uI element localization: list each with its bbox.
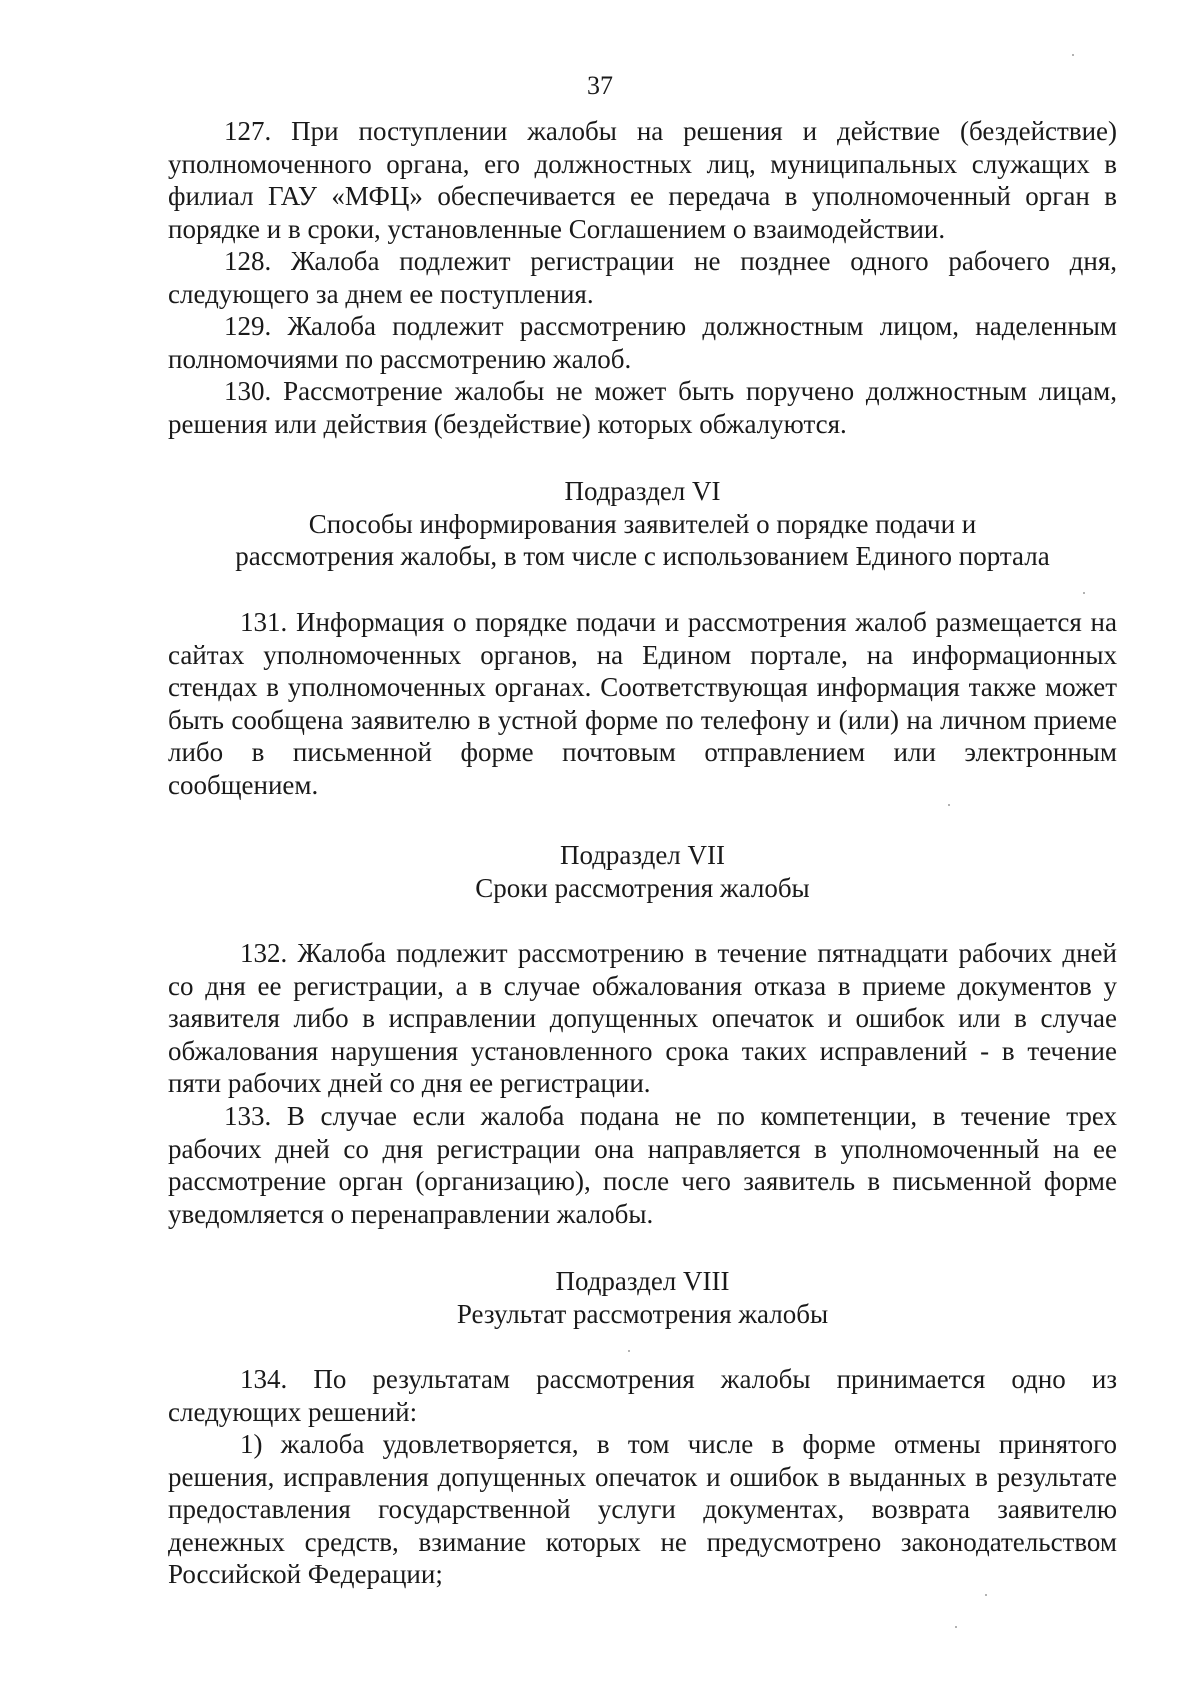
paragraph-134-item-1: 1) жалоба удовлетворяется, в том числе в форме отмены принятого решения, исправления допущенных опечаток и ошибок в выданных в результате предоставления государственной услуги документах, возврата заявителю денежных средств, взимание которых не предусмотрено законодательством Российской Федерации;: [168, 1429, 1117, 1590]
paragraph-134: 134. По результатам рассмотрения жалобы принимается одно из следующих решений:: [168, 1364, 1117, 1427]
scan-speck: [1072, 54, 1074, 56]
section-6-heading: [168, 475, 1117, 573]
paragraph-128: 128. Жалоба подлежит регистрации не позднее одного рабочего дня, следующего за днем ее поступления.: [168, 246, 1117, 309]
paragraph-127: 127. При поступлении жалобы на решения и действие (бездействие) уполномоченного органа, его должностных лиц, муниципальных служащих в филиал ГАУ «МФЦ» обеспечивается ее передача в уполномоченный орган в порядке и в сроки, установленные Соглашением о взаимодействии.: [168, 116, 1117, 244]
scan-speck: [955, 1626, 957, 1628]
paragraph-132: 132. Жалоба подлежит рассмотрению в течение пятнадцати рабочих дней со дня ее регистрации, а в случае обжалования отказа в приеме документов у заявителя либо в исправлении допущенных опечаток и ошибок или в случае обжалования нарушения установленного срока таких исправлений - в течение пяти рабочих дней со дня ее регистрации.: [168, 938, 1117, 1099]
scan-speck: [985, 1594, 987, 1596]
page-number: 37: [587, 71, 613, 100]
scan-speck: [948, 804, 950, 806]
section-7-title: Подраздел VII: [559, 840, 726, 870]
section-7-heading: [168, 839, 1117, 904]
paragraph-131: 131. Информация о порядке подачи и рассмотрения жалоб размещается на сайтах уполномоченных органов, на Едином портале, на информационных стендах в уполномоченных органах. Соответствующая информация также может быть сообщена заявителю в устной форме по телефону и (или) на личном приеме либо в письменной форме почтовым отправлением или электронным сообщением.: [168, 607, 1117, 800]
scan-speck: [1083, 592, 1085, 594]
section-8-heading: [168, 1265, 1117, 1330]
scan-speck: [628, 1350, 630, 1352]
section-7-subtitle: Сроки рассмотрения жалобы: [475, 872, 810, 903]
section-6-subtitle-line-2: рассмотрения жалобы, в том числе с использованием Единого портала: [235, 541, 1050, 572]
section-6-subtitle-line-1: Способы информирования заявителей о порядке подачи и: [308, 508, 977, 539]
section-6-title: Подраздел VI: [564, 476, 721, 506]
section-8-title: Подраздел VIII: [555, 1266, 730, 1296]
section-8-subtitle: Результат рассмотрения жалобы: [456, 1298, 829, 1329]
paragraph-133: 133. В случае если жалоба подана не по компетенции, в течение трех рабочих дней со дня регистрации она направляется в уполномоченный на ее рассмотрение орган (организацию), после чего заявитель в письменной форме уведомляется о перенаправлении жалобы.: [168, 1101, 1117, 1229]
paragraph-129: 129. Жалоба подлежит рассмотрению должностным лицом, наделенным полномочиями по рассмотрению жалоб.: [168, 311, 1117, 374]
paragraph-130: 130. Рассмотрение жалобы не может быть поручено должностным лицам, решения или действия (бездействие) которых обжалуются.: [168, 376, 1117, 439]
